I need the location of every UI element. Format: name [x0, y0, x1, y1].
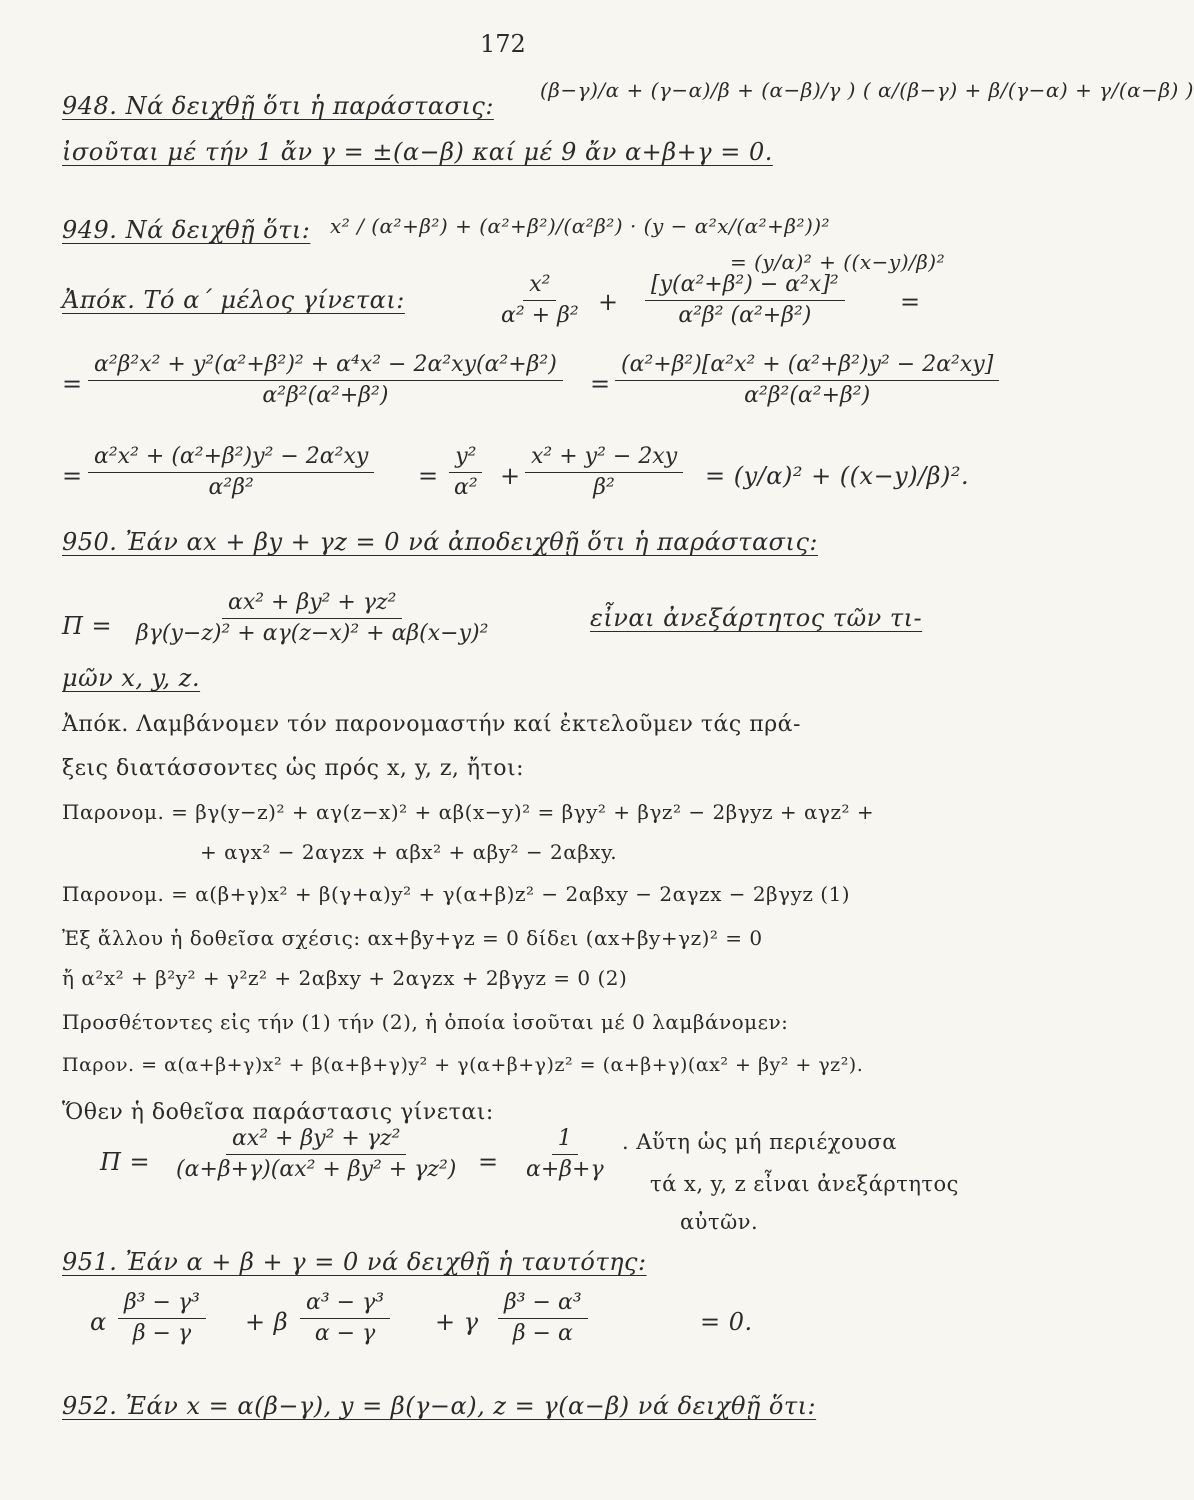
- ex949-head: 949. Νά δειχθῇ ὅτι:: [62, 216, 311, 244]
- equals-sign: =: [62, 462, 83, 490]
- ex950-sol-line7: ἤ α²x² + β²y² + γ²z² + 2αβxy + 2αγzx + 2βγyz = 0 (2): [62, 966, 628, 990]
- plus-sign: +: [598, 288, 619, 316]
- ex951-coef-3: + γ: [435, 1308, 479, 1336]
- equals-sign: =: [900, 288, 921, 316]
- ex950-sol-line9: Παρον. = α(α+β+γ)x² + β(α+β+γ)y² + γ(α+β+γ)z² = (α+β+γ)(αx² + βy² + γz²).: [62, 1054, 864, 1076]
- ex949-step3c-fraction: $\frac{\text{x² + y² − 2xy}}{\text{β²}}$: [525, 442, 683, 503]
- ex950-head: 950. Ἐάν αx + βy + γz = 0 νά ἀποδειχθῇ ὅτι ἡ παράστασις:: [62, 528, 818, 556]
- ex948-line2: ἰσοῦται μέ τήν 1 ἄν γ = ±(α−β) καί μέ 9 ἄν α+β+γ = 0.: [62, 138, 773, 166]
- ex951-term-1: $\frac{\text{β³ − γ³}}{\beta - \gamma}$: [118, 1288, 206, 1349]
- equals-sign: =: [62, 370, 83, 398]
- ex950-sol-line1: Ἀπόκ. Λαμβάνομεν τόν παρονομαστήν καί ἐκτελοῦμεν τάς πρά-: [62, 712, 801, 737]
- ex950-sol-line5: Παρονομ. = α(β+γ)x² + β(γ+α)y² + γ(α+β)z² − 2αβxy − 2αγzx − 2βγyz (1): [62, 882, 851, 906]
- ex950-sol-line10: Ὅθεν ἡ δοθεῖσα παράστασις γίνεται:: [62, 1100, 494, 1125]
- ex950-tail2: μῶν x, y, z.: [62, 664, 201, 692]
- ex950-final-fraction: $\frac{\text{αx² + βy² + γz²}}{\text{(α+β+γ)(αx² + βy² + γz²)}}$: [176, 1126, 457, 1182]
- plus-sign: +: [500, 462, 521, 490]
- ex951-rhs: = 0.: [700, 1308, 753, 1336]
- ex948-expression: (β−γ)/α + (γ−α)/β + (α−β)/γ ) ( α/(β−γ) + β/(γ−α) + γ/(α−β) ): [540, 78, 1194, 102]
- ex949-solution-head: Ἀπόκ. Τό α΄ μέλος γίνεται:: [62, 286, 405, 314]
- ex949-step3-rhs: = (y/α)² + ((x−y)/β)².: [705, 462, 970, 490]
- ex951-coef-1: α: [90, 1308, 107, 1336]
- ex950-conclusion-1: . Αὕτη ὡς μή περιέχουσα: [622, 1130, 897, 1154]
- equals-sign: =: [418, 462, 439, 490]
- ex950-pi-fraction: $\frac{\text{αx² + βy² + γz²}}{\text{βγ(y−z)² + αγ(z−x)² + αβ(x−y)²}}$: [136, 590, 489, 646]
- ex949-sol-fraction-2: $\frac{\text{[y(α²+β²) − α²x]²}}{\text{α²β² (α²+β²)}}$: [645, 270, 845, 331]
- ex950-final-fraction-2: $\frac{1}{\alpha+\beta+\gamma}$: [526, 1126, 604, 1182]
- ex950-pi-label: Π =: [62, 612, 113, 640]
- ex950-sol-line3: Παρονομ. = βγ(y−z)² + αγ(z−x)² + αβ(x−y)² = βγy² + βγz² − 2βγyz + αγz² +: [62, 800, 875, 824]
- ex950-sol-line2: ξεις διατάσσοντες ὡς πρός x, y, z, ἤτοι:: [62, 756, 525, 781]
- pi-symbol: Π =: [100, 1148, 151, 1176]
- ex952-head: 952. Ἐάν x = α(β−γ), y = β(γ−α), z = γ(α−β) νά δειχθῇ ὅτι:: [62, 1392, 817, 1420]
- ex949-lhs: x² / (α²+β²) + (α²+β²)/(α²β²) · (y − α²x/(α²+β²))²: [330, 214, 831, 238]
- ex949-rhs: = (y/α)² + ((x−y)/β)²: [730, 250, 946, 274]
- ex950-conclusion-3: αὐτῶν.: [680, 1210, 759, 1234]
- ex950-sol-line4: + αγx² − 2αγzx + αβx² + αβy² − 2αβxy.: [200, 840, 618, 864]
- ex949-step3-fraction: $\frac{\text{α²x² + (α²+β²)y² − 2α²xy}}{\text{α²β²}}$: [88, 442, 374, 503]
- ex948-head: 948. Νά δειχθῇ ὅτι ἡ παράστασις:: [62, 92, 494, 120]
- ex949-sol-fraction-1: $\frac{\text{x²}}{\text{α² + β²}}$: [501, 272, 579, 328]
- equals-sign: =: [590, 370, 611, 398]
- ex949-step2-fraction: $\frac{\text{α²β²x² + y²(α²+β²)² + α⁴x² − 2α²xy(α²+β²)}}{\text{α²β²(α²+β²)}}$: [88, 350, 563, 411]
- equals-sign: =: [478, 1148, 499, 1176]
- ex950-sol-line8: Προσθέτοντες εἰς τήν (1) τήν (2), ἡ ὁποία ἰσοῦται μέ 0 λαμβάνομεν:: [62, 1010, 789, 1034]
- ex951-term-2: $\frac{\text{α³ − γ³}}{\alpha - \gamma}$: [300, 1288, 390, 1349]
- ex951-coef-2: + β: [245, 1308, 289, 1336]
- ex950-sol-line6: Ἐξ ἄλλου ἡ δοθεῖσα σχέσις: αx+βy+γz = 0 δίδει (αx+βy+γz)² = 0: [62, 926, 763, 950]
- ex950-tail: εἶναι ἀνεξάρτητος τῶν τι-: [590, 604, 923, 632]
- ex951-term-3: $\frac{\text{β³ − α³}}{\beta - \alpha}$: [498, 1288, 588, 1349]
- ex949-step2b-fraction: $\frac{\text{(α²+β²)[α²x² + (α²+β²)y² − 2α²xy]}}{\text{α²β²(α²+β²)}}$: [615, 350, 999, 411]
- page-number: 172: [480, 30, 526, 58]
- ex951-head: 951. Ἐάν α + β + γ = 0 νά δειχθῇ ἡ ταυτότης:: [62, 1248, 647, 1276]
- ex949-step3b-fraction: $\frac{\text{y²}}{\text{α²}}$: [448, 442, 484, 503]
- ex950-conclusion-2: τά x, y, z εἶναι ἀνεξάρτητος: [650, 1172, 959, 1196]
